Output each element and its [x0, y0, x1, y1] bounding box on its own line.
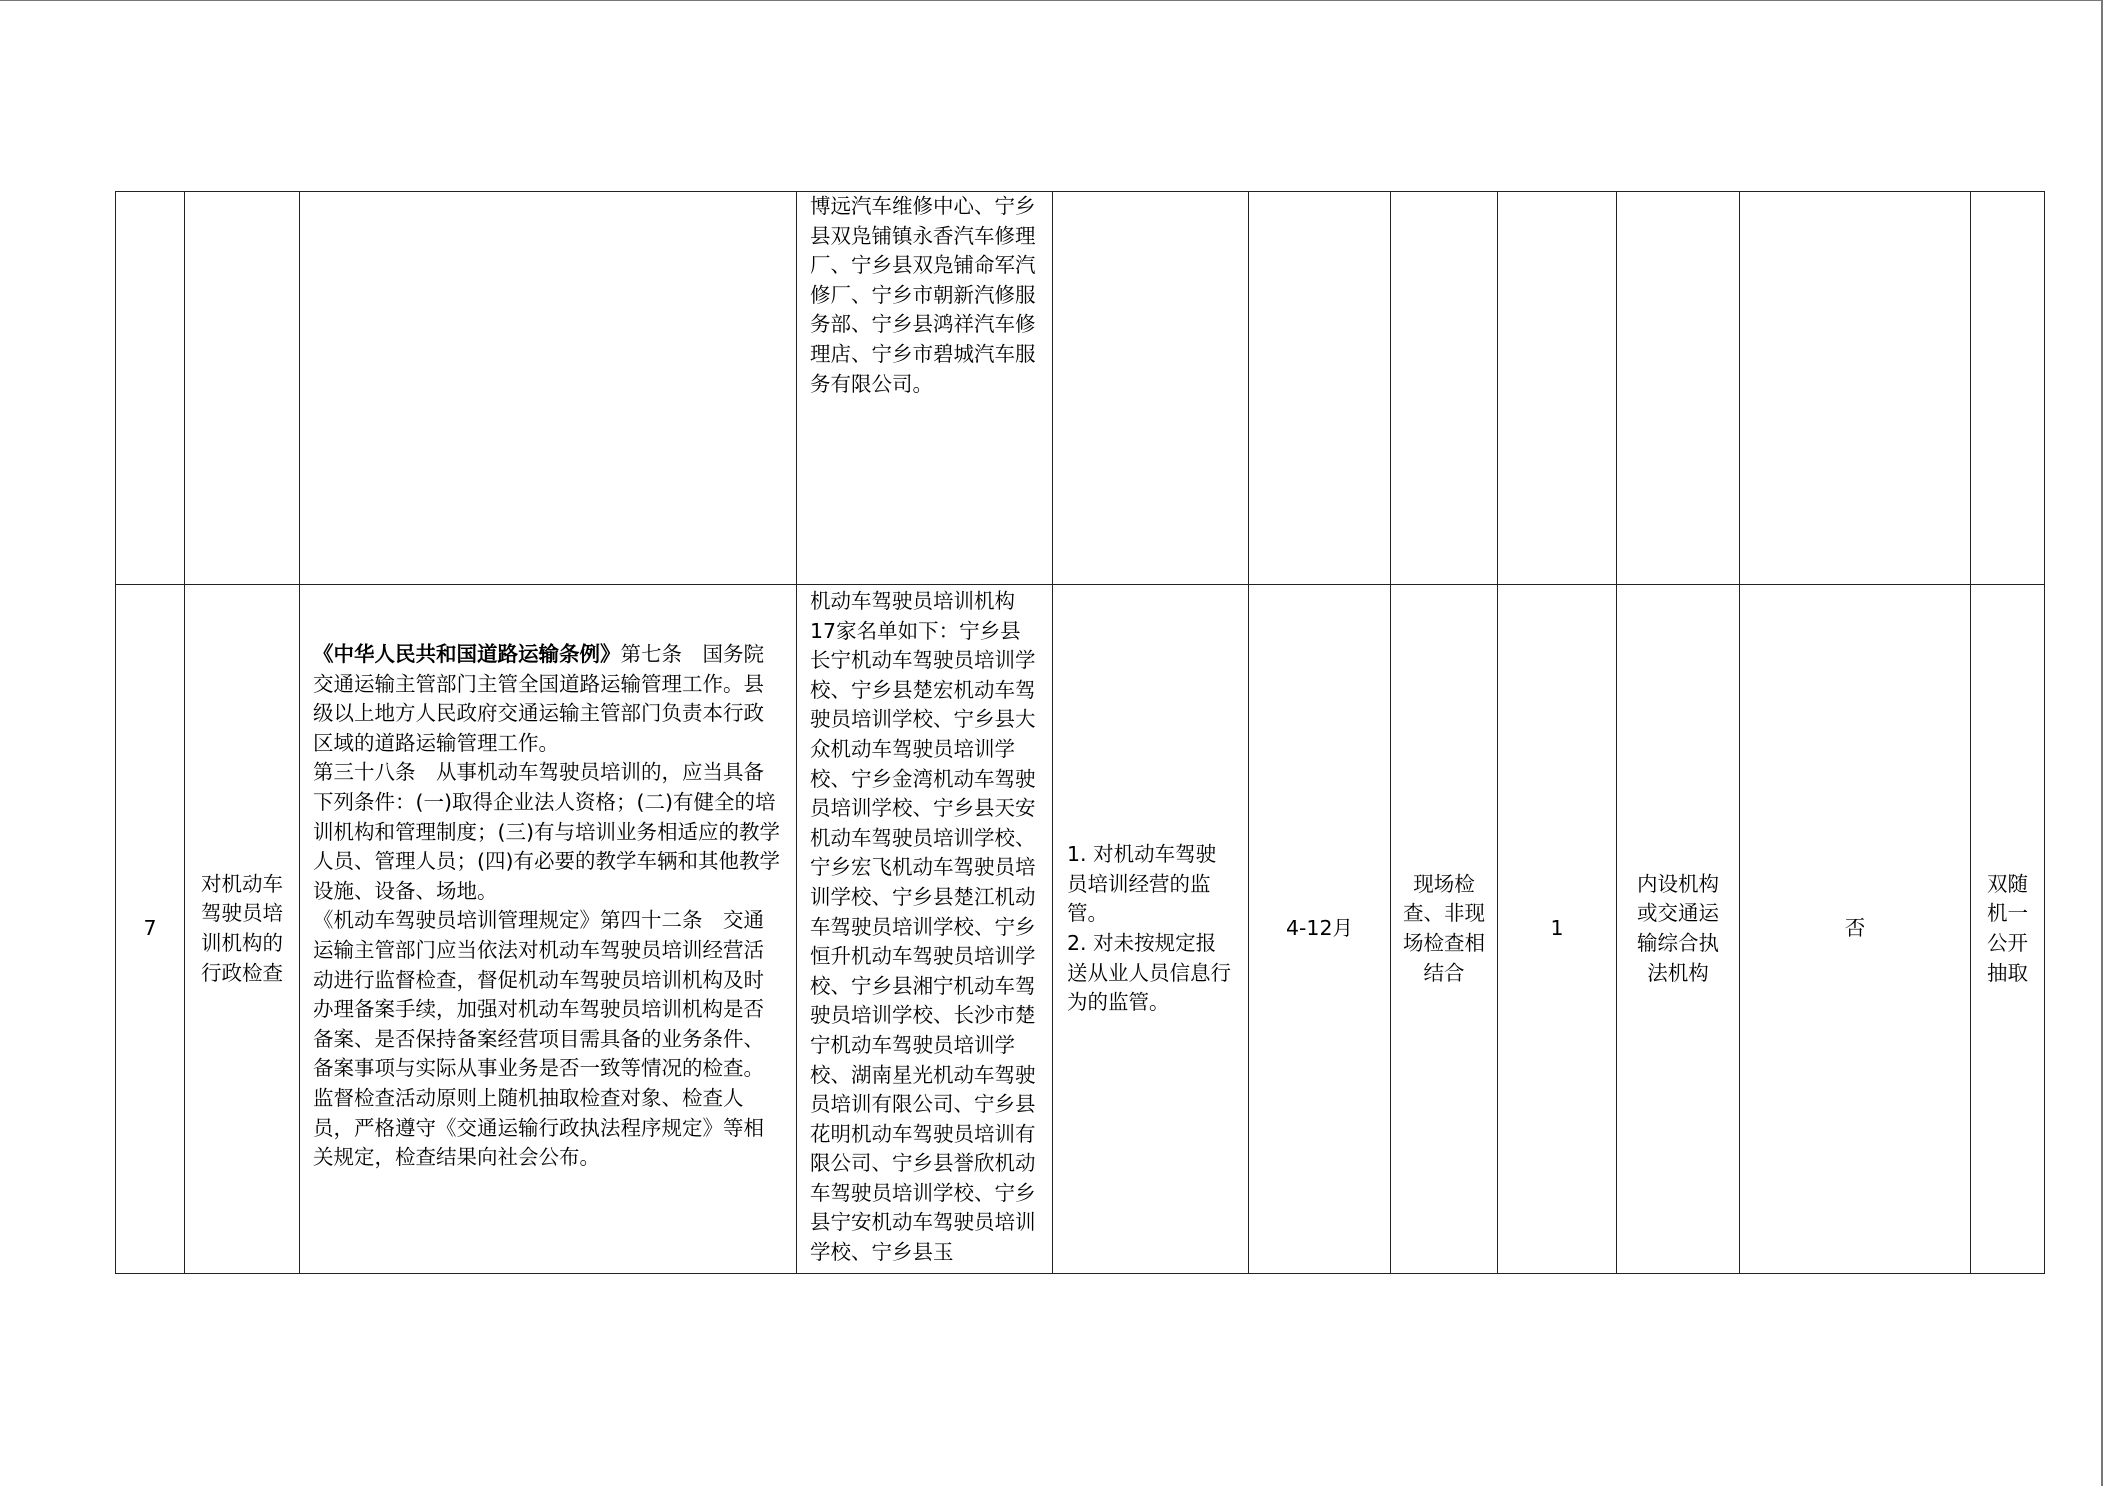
targets-clip [797, 585, 1052, 1271]
inspection-frequency: 1 [1550, 916, 1564, 941]
table-row-7 [116, 585, 2045, 1274]
executor-cell [1617, 192, 1740, 585]
frequency-cell [1498, 585, 1617, 1274]
period-cell [1249, 192, 1391, 585]
seq-cell [116, 192, 185, 585]
content-item-1: 1. 对机动车驾驶员培训经营的监管。 [1067, 842, 1217, 926]
mode-cell [1971, 192, 2045, 585]
content-cell [1053, 192, 1249, 585]
seq-cell [116, 585, 185, 1274]
method-cell [1391, 192, 1498, 585]
law2-paragraph: 《机动车驾驶员培训管理规定》第四十二条 交通运输主管部门应当依法对机动车驾驶员培训经营活动进行监督检查，督促机动车驾驶员培训机构及时办理备案手续，加强对机动车驾驶员培训机构是否备案、是否保持备案经营项目需具备的业务条件、备案事项与实际从事业务是否一致等情况的检查。 [313, 908, 764, 1081]
inspection-method: 现场检查、非现场检查相结合 [1403, 871, 1485, 985]
law1-title: 《中华人民共和国道路运输条例》 [313, 642, 621, 666]
period-cell [1249, 585, 1391, 1274]
item-name-cell [185, 585, 300, 1274]
item-name-cell [185, 192, 300, 585]
executor-cell [1617, 585, 1740, 1274]
targets-cell [797, 585, 1053, 1274]
executor: 内设机构或交通运输综合执法机构 [1637, 871, 1719, 985]
mode-cell [1971, 585, 2045, 1274]
joint-cell [1740, 585, 1971, 1274]
content-cell [1053, 585, 1249, 1274]
frequency-cell [1498, 192, 1617, 585]
legal-basis [300, 585, 796, 1173]
targets-cell [797, 192, 1053, 585]
seq-number: 7 [143, 916, 157, 941]
law1-paragraph [313, 640, 783, 758]
targets-text: 机动车驾驶员培训机构17家名单如下：宁乡县长宁机动车驾驶员培训学校、宁乡县楚宏机动车驾驶员培训学校、宁乡县大众机动车驾驶员培训学校、宁乡金湾机动车驾驶员培训学校、宁乡县天安机动车驾驶员培训学校、宁乡宏飞机动车驾驶员培训学校、宁乡县楚江机动车驾驶员培训学校、宁乡恒升机动车驾驶员培训学校、宁乡县湘宁机动车驾驶员培训学校、长沙市楚宁机动车驾驶员培训学校、湖南星光机动车驾驶员培训有限公司、宁乡县花明机动车驾驶员培训有限公司、宁乡县誉欣机动车驾驶员培训学校、宁乡县宁安机动车驾驶员培训学校、宁乡县玉 [810, 589, 1036, 1265]
joint-inspection: 否 [1844, 916, 1866, 941]
item-name: 对机动车驾驶员培训机构的行政检查 [201, 871, 283, 985]
joint-cell [1740, 192, 1971, 585]
method-cell [1391, 585, 1498, 1274]
law1-article38: 第三十八条 从事机动车驾驶员培训的，应当具备下列条件：(一)取得企业法人资格；(二)有健全的培训机构和管理制度；(三)有与培训业务相适应的教学人员、管理人员；(四)有必要的教学车辆和其他教学设施、设备、场地。 [313, 760, 780, 903]
basis-cell [300, 585, 797, 1274]
table-row-continued [116, 192, 2045, 585]
selection-mode: 双随机一公开抽取 [1987, 871, 2028, 985]
content-item-2: 2. 对未按规定报送从业人员信息行为的监管。 [1067, 931, 1231, 1015]
inspection-period: 4-12月 [1285, 916, 1354, 941]
law1-text: 第七条 国务院交通运输主管部门主管全国道路运输管理工作。县级以上地方人民政府交通运输主管部门负责本行政区域的道路运输管理工作。 [313, 642, 764, 755]
inspection-content [1053, 840, 1248, 1018]
inspection-table [115, 191, 2045, 1274]
enterprises-tail-text: 博远汽车维修中心、宁乡县双凫铺镇永香汽车修理厂、宁乡县双凫铺命军汽修厂、宁乡市朝新汽修服务部、宁乡县鸿祥汽车修理店、宁乡市碧城汽车服务有限公司。 [810, 194, 1036, 396]
law3-paragraph: 监督检查活动原则上随机抽取检查对象、检查人员，严格遵守《交通运输行政执法程序规定》等相关规定，检查结果向社会公布。 [313, 1085, 764, 1170]
basis-cell [300, 192, 797, 585]
